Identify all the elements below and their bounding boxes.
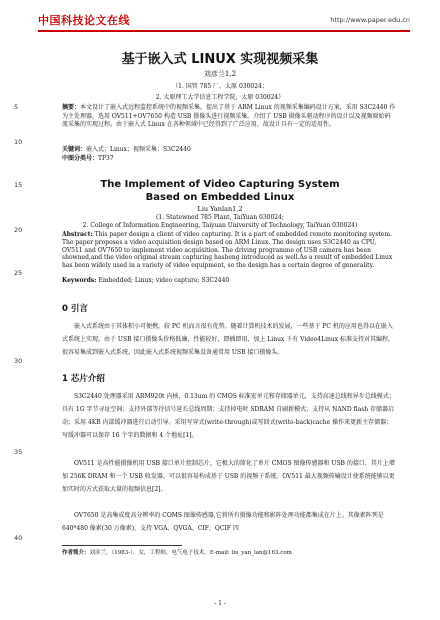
author-en: Liu Yanlan1,2	[197, 205, 243, 213]
abstract-en-text: This paper design a client of video capturing. It is a part of embedded remote monitoring system. The paper proposes a video acquisition design based on ARM Linux. The design uses S3C2440 as CPU, OV511 and OV7650 to implement video acquisition. The driving programme of USB camera has been showned,and the video original stream capturing hasbeng introduced as well.As a result of embedded Linux has been widely used in a variety of video equipment, so the design has a certain degree of generality.	[62, 231, 393, 270]
section-1-paragraph-2: OV511 是高性能摄像机用 USB 接口单片控制芯片，它极大的简化了单片 CMOS 图像传感器和 USB 的接口，其片上增加 256K DRAM 和一个 USB 收发器，可以很容易构成基于 USB 的视频子系统。OV511 最大视频传输设计使系统能够以更加实时的方式获取大量的视频信息[2]。	[62, 460, 395, 493]
clc-text: TP37	[98, 155, 114, 162]
line-number: 35	[14, 448, 23, 456]
section-1-paragraph-3: OV7650 是高集成度高分辨率的 COMS 图像传感器,它将所有摄像功能和影阵处理功能都集成在片上。其像素阵列是 640*480 像素(30 万像素)，支持 VGA、QVGA、CIF、QCIF 四	[62, 512, 384, 532]
footnote-label: 作者简介：	[62, 550, 90, 556]
keywords-cn-text: 嵌入式；Linux；视频采集；S3C2440	[86, 146, 191, 153]
author-footnote	[62, 548, 292, 556]
journal-url[interactable]: http://www.paper.edu.cn	[330, 16, 410, 24]
paper-title-cn: 基于嵌入式 LINUX 实现视频采集	[121, 52, 319, 67]
line-number: 5	[14, 103, 19, 111]
keywords-en	[62, 277, 396, 286]
line-number: 25	[14, 269, 23, 277]
abstract-cn-text: 本文设计了嵌入式远程监控系统中的视频采集，提出了基于 ARM Linux 的视频采集编码设计方案，采用 S3C2440 作为主处理器，选用 OV511+OV7650 构造 USB 摄像头进行视频采集。介绍了 USB 摄像头驱动程序的设计以及视频原始码流采集的实现过程。由于嵌入式 Linux 在各种领域中已经得到了广泛应用，故设计具有一定的适用性。	[62, 104, 396, 128]
keywords-cn	[62, 146, 396, 155]
section-0-paragraph: 嵌入式系统由于其体积小可便携，较 PC 机而言很有优势。随着计算机技术的发展，一些基于 PC 机的应用也得以在嵌入式系统上实现。由于 USB 接口摄像头价格低廉，性能较好，即插即用，加上 Linux 下有 Video4Linux 标准支持对其编程，很容易集成到嵌入式系统，因此嵌入式系统视频采集设备通常用 USB 接口摄像头。	[62, 323, 395, 356]
clc-number	[62, 155, 396, 164]
clc-label: 中图分类号：	[62, 155, 99, 162]
affiliation-en-1: (1. Statewned 785 Plant, TaiYuan 030024;	[156, 214, 284, 221]
abstract-cn-label: 摘要：	[62, 104, 81, 111]
keywords-en-text: Embedded; Linux; video capture; S3C2440	[98, 277, 230, 284]
abstract-en-label: Abstract:	[62, 231, 93, 238]
affiliation-en-2: 2. College of Information Engineering, Taiyuan University of Technology, TaiYuan 030024)	[82, 222, 358, 229]
line-number: 15	[14, 181, 23, 189]
footnote-rule	[62, 545, 182, 546]
line-number: 40	[14, 534, 23, 542]
journal-logo: 中国科技论文在线	[38, 14, 130, 27]
section-1-paragraph-1: S3C2440 处理器采用 ARM920t 内核，0.13um 的 CMOS 标准宏单元和存储器单元，支持高速总线和异步总线模式；具有 1G 字节寻址空间；支持外部等待信号延长总线周期；支持掉电时 SDRAM 自刷新模式；支持从 NAND flash 存储器启动；采用 4KB 内部缓冲器进行启动引导。采用写穿式(write-through)或写回式(write-back)cache 操作来更新主存储器；写缓冲器可以保存 16 个字的数据和 4 个地址[1]。	[62, 393, 395, 439]
affiliation-cn-1: （1. 国管 785 厂，太原 030024；	[172, 83, 268, 90]
page-number: - 1 -	[214, 600, 226, 607]
affiliation-cn-2: 2. 太原理工大学信息工程学院，太原 030024）	[155, 94, 285, 101]
section-0-title: 0 引言	[62, 304, 88, 314]
line-number: 20	[14, 226, 23, 234]
paper-title-en: The Implement of Video Capturing System Based on Embedded Linux	[100, 179, 340, 203]
abstract-cn	[62, 104, 396, 130]
author-cn: 刘彦兰1,2	[203, 70, 237, 78]
footnote-text: 刘彦兰，（1983-），女，工程师，电气电子技术。E-mail: liu_yan_lan@163.com	[89, 550, 292, 556]
header-rule	[38, 30, 410, 32]
abstract-en	[62, 231, 396, 270]
line-number: 10	[14, 138, 23, 146]
keywords-en-label: Keywords:	[62, 277, 97, 284]
keywords-cn-label: 关键词：	[62, 146, 87, 153]
line-number: 30	[14, 357, 23, 365]
section-1-title: 1 芯片介绍	[62, 374, 105, 384]
